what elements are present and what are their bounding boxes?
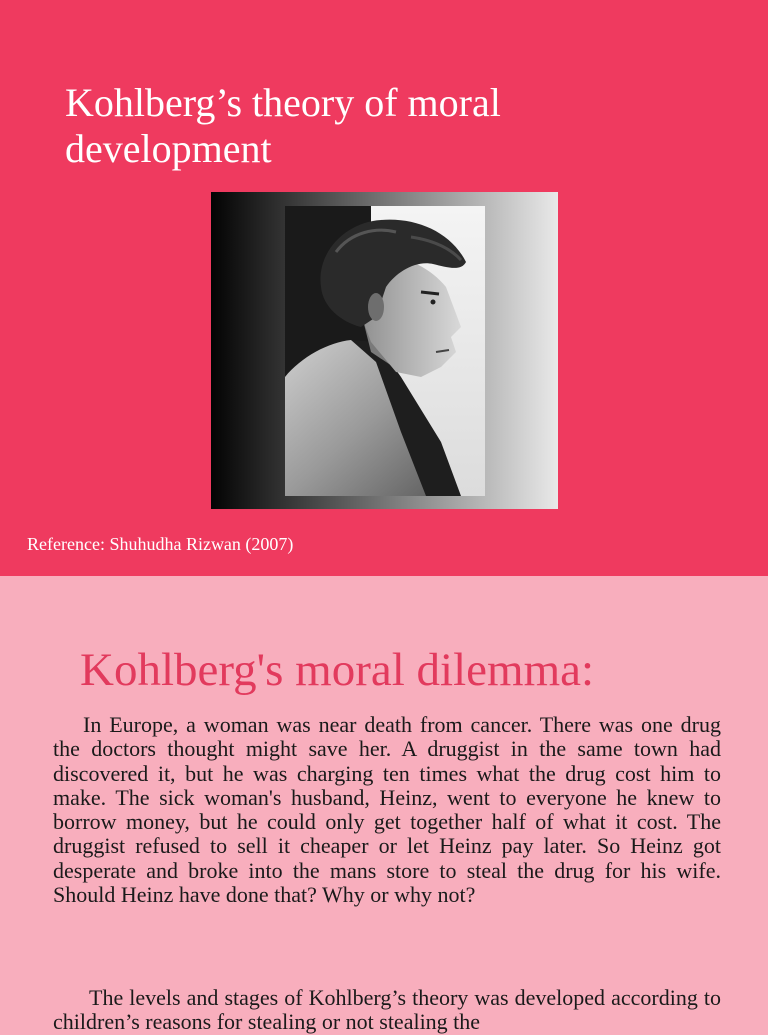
theory-paragraph: The levels and stages of Kohlberg’s theory was developed according to children’s reasons for stealing or not stealing the [53,985,721,1035]
dilemma-paragraph: In Europe, a woman was near death from cancer. There was one drug the doctors thought might save her. A druggist in the same town had discovered it, but he was charging ten times what the drug cost him to make. The sick woman's husband, Heinz, went to everyone he knew to borrow money, but he could only get together half of what it cost. The druggist refused to sell it cheaper or let Heinz pay later. So Heinz got desperate and broke into the mans store to steal the drug for his wife. Should Heinz have done that? Why or why not? [53,712,721,908]
portrait-image [211,192,558,509]
dilemma-heading: Kohlberg's moral dilemma: [80,644,595,696]
portrait-photo [211,192,558,509]
dilemma-slide [0,576,768,1035]
reference-citation: Reference: Shuhudha Rizwan (2007) [27,534,294,554]
slide-title: Kohlberg’s theory of moral development [65,80,501,171]
